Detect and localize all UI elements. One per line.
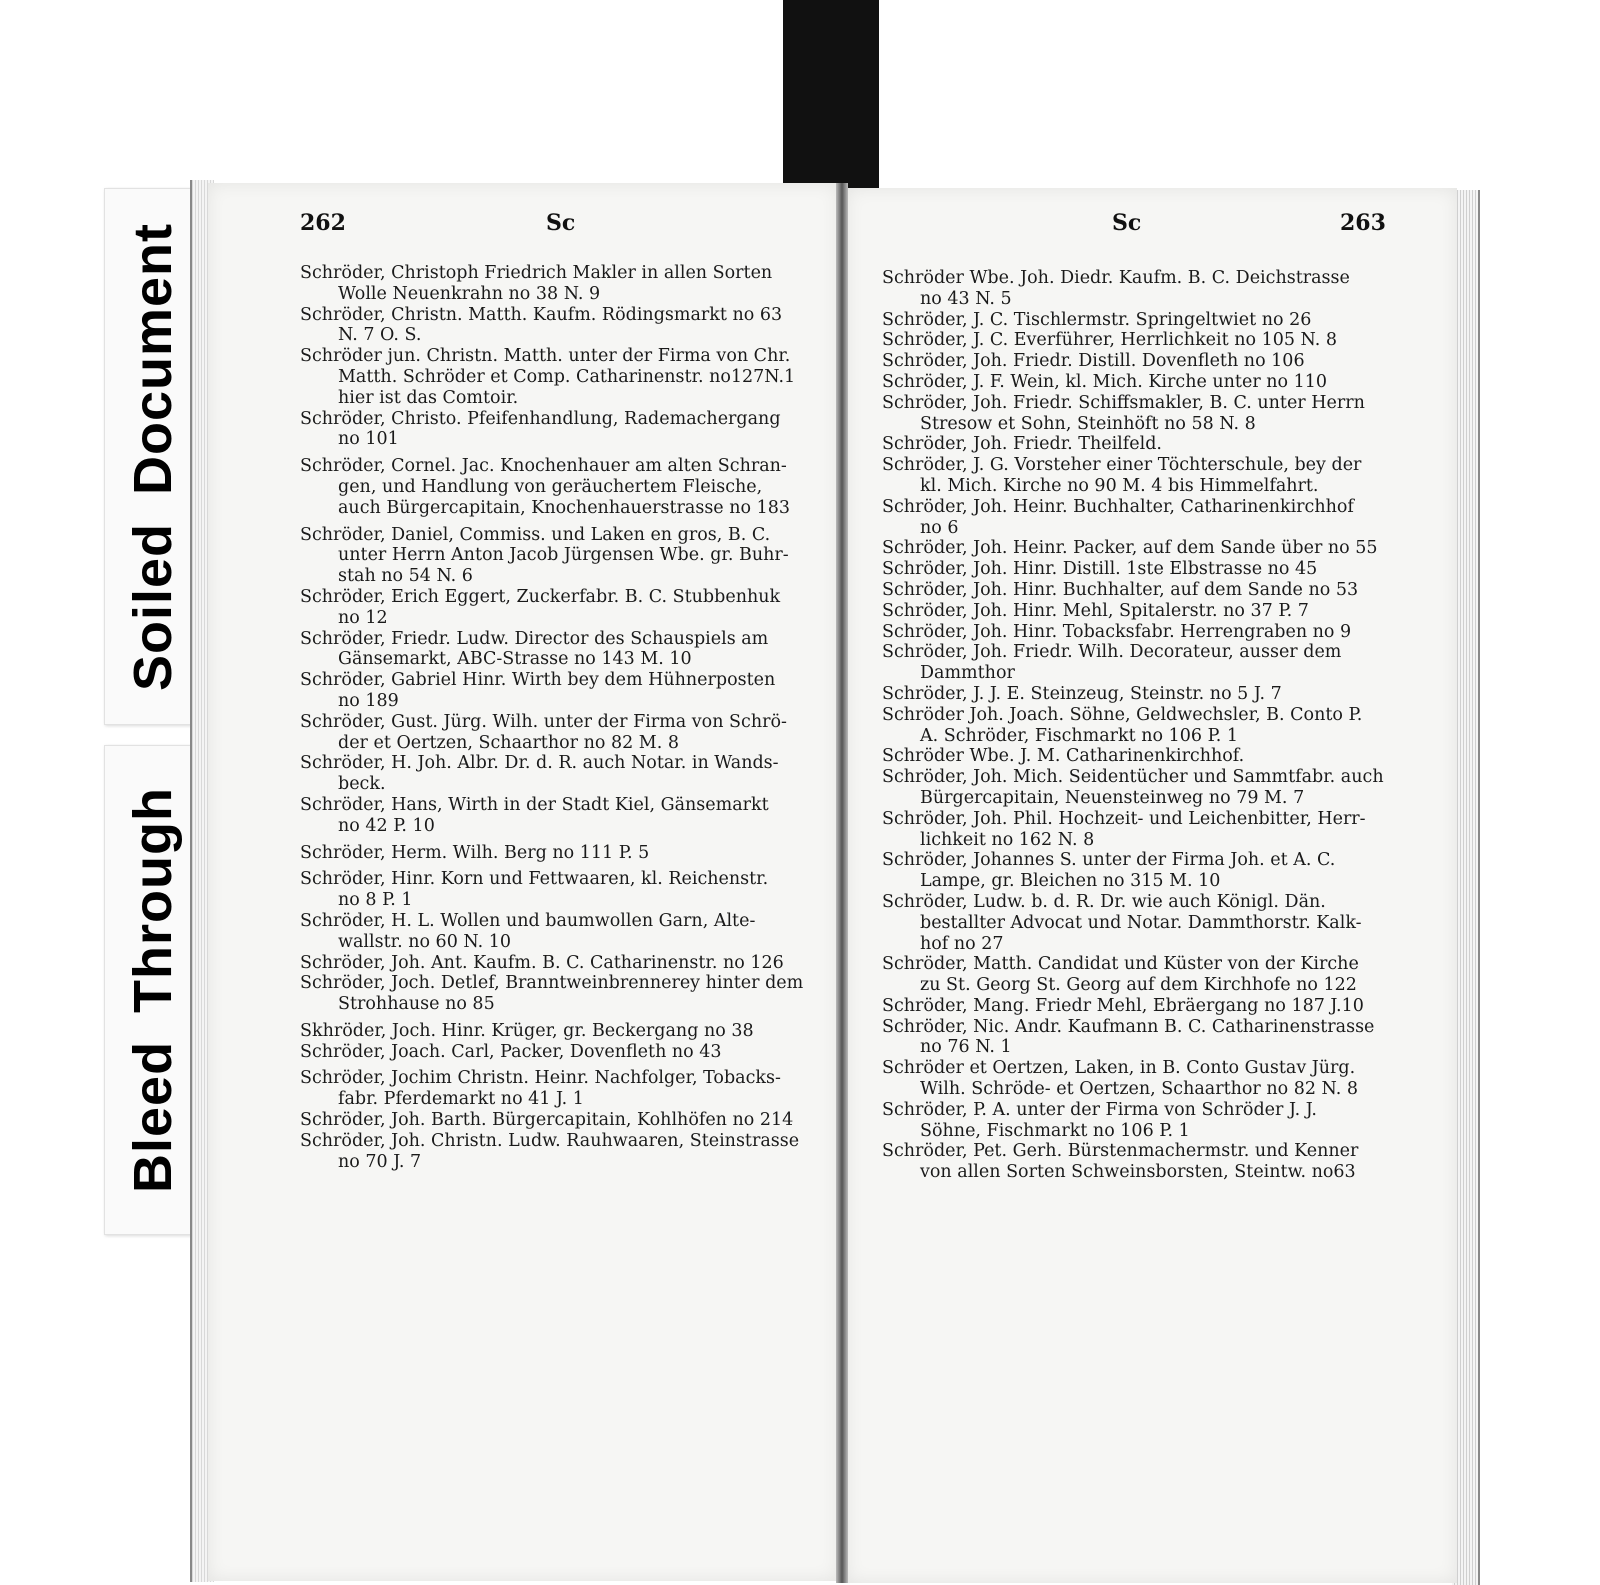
directory-entry [882,393,1382,435]
entry-line: Schröder, Hinr. Korn und Fettwaaren, kl. Reichenstr. [300,869,769,890]
directory-entry [300,712,808,754]
directory-entry [882,497,1382,539]
entry-continuation-line: Söhne, Fischmarkt no 106 P. 1 [920,1120,1190,1141]
entry-continuation-line: Bürgercapitain, Neuensteinweg no 79 M. 7 [920,787,1305,808]
entry-continuation-line: no 101 [338,429,399,450]
soiled-word: Soiled [123,522,183,691]
top-black-strip [783,0,879,190]
directory-entry [300,753,808,795]
entry-continuation-line: Dammthor [920,663,1015,684]
directory-entry [882,954,1382,996]
entry-line: Schröder, Friedr. Ludw. Director des Schauspiels am [300,628,769,649]
directory-entry [300,263,808,305]
entry-continuation-line: unter Herrn Anton Jacob Jürgensen Wbe. gr. Buhr- [338,545,789,566]
entry-continuation-line: Lampe, gr. Bleichen no 315 M. 10 [920,871,1221,892]
entry-line: Schröder, Joh. Friedr. Theilfeld. [882,434,1162,455]
entry-continuation-line: fabr. Pferdemarkt no 41 J. 1 [338,1089,584,1110]
entry-continuation-line: no 189 [338,690,399,711]
directory-entry [882,310,1382,331]
left-entry-list [300,263,808,1172]
left-page-number: 262 [300,210,346,236]
entry-continuation-line: Strohhause no 85 [338,994,495,1015]
directory-entry [882,1058,1382,1100]
entry-line: Schröder Joh. Joach. Söhne, Geldwechsler, B. Conto P. [882,704,1363,725]
entry-continuation-line: wallstr. no 60 N. 10 [338,931,511,952]
entry-continuation-line: beck. [338,774,386,795]
book-gutter [836,183,848,1583]
entry-line: Schröder, Jochim Christn. Heinr. Nachfolger, Tobacks- [300,1068,781,1089]
directory-entry [882,996,1382,1017]
directory-entry [882,372,1382,393]
entry-continuation-line: bestallter Advocat und Notar. Dammthorstr. Kalk- [920,912,1362,933]
right-page-number: 263 [1340,210,1386,236]
entry-line: Schröder, Nic. Andr. Kaufmann B. C. Catharinenstrasse [882,1016,1375,1037]
entry-line: Schröder, H. Joh. Albr. Dr. d. R. auch Notar. in Wands- [300,753,779,774]
entry-line: Schröder, Matth. Candidat und Küster von der Kirche [882,954,1359,975]
entry-line: Schröder, Christo. Pfeifenhandlung, Rademachergang [300,408,781,429]
directory-entry [882,1017,1382,1059]
directory-entry [300,1131,808,1173]
entry-line: Schröder, Mang. Friedr Mehl, Ebräergang no 187 J.10 [882,995,1364,1016]
soiled-document-label [104,188,202,725]
directory-entry [300,843,808,864]
entry-line: Skhröder, Joch. Hinr. Krüger, gr. Beckergang no 38 [300,1020,754,1041]
entry-line: Schröder, Joh. Phil. Hochzeit- und Leichenbitter, Herr- [882,808,1366,829]
entry-continuation-line: Wilh. Schröde- et Oertzen, Schaarthor no 82 N. 8 [920,1079,1359,1100]
directory-entry [882,705,1382,747]
entry-line: Schröder, Joach. Carl, Packer, Dovenfleth no 43 [300,1041,722,1062]
entry-line: Schröder, Joh. Heinr. Packer, auf dem Sande über no 55 [882,538,1378,559]
directory-entry [300,953,808,974]
entry-line: Schröder, Joh. Hinr. Tobacksfabr. Herrengraben no 9 [882,621,1352,642]
entry-continuation-line: no 8 P. 1 [338,890,413,911]
entry-line: Schröder, J. J. E. Steinzeug, Steinstr. no 5 J. 7 [882,683,1282,704]
directory-entry [300,795,808,837]
entry-line: Schröder, Joh. Ant. Kaufm. B. C. Catharinenstr. no 126 [300,952,784,973]
entry-line: Schröder, Johannes S. unter der Firma Joh. et A. C. [882,850,1336,871]
directory-entry [882,622,1382,643]
right-section-heading: Sc [1112,210,1142,236]
entry-continuation-line: A. Schröder, Fischmarkt no 106 P. 1 [920,725,1239,746]
entry-line: Schröder, Joh. Hinr. Mehl, Spitalerstr. no 37 P. 7 [882,600,1309,621]
directory-entry [882,434,1382,455]
entry-continuation-line: auch Bürgercapitain, Knochenhauerstrasse no 183 [338,497,790,518]
entry-line: Schröder, Erich Eggert, Zuckerfabr. B. C. Stubbenhuk [300,586,781,607]
entry-continuation-line: N. 7 O. S. [338,325,422,346]
left-section-heading: Sc [546,210,576,236]
entry-line: Schröder, P. A. unter der Firma von Schröder J. J. [882,1099,1317,1120]
entry-line: Schröder, Joh. Mich. Seidentücher und Sammtfabr. auch [882,767,1384,788]
directory-entry [300,973,808,1015]
entry-line: Schröder, J. F. Wein, kl. Mich. Kirche unter no 110 [882,371,1328,392]
directory-entry [882,268,1382,310]
directory-entry [300,629,808,671]
entry-line: Schröder, Daniel, Commiss. und Laken en gros, B. C. [300,524,771,545]
directory-entry [300,869,808,911]
directory-entry [882,809,1382,851]
directory-entry [300,1042,808,1063]
directory-entry [882,455,1382,497]
entry-continuation-line: no 42 P. 10 [338,815,435,836]
entry-line: Schröder, H. L. Wollen und baumwollen Garn, Alte- [300,910,756,931]
entry-continuation-line: no 76 N. 1 [920,1037,1012,1058]
entry-continuation-line: kl. Mich. Kirche no 90 M. 4 bis Himmelfahrt. [920,475,1319,496]
directory-entry [300,911,808,953]
entry-continuation-line: Gänsemarkt, ABC-Strasse no 143 M. 10 [338,649,692,670]
entry-line: Schröder, Joh. Friedr. Schiffsmakler, B. C. unter Herrn [882,392,1365,413]
directory-entry [882,1100,1382,1142]
entry-continuation-line: lichkeit no 162 N. 8 [920,829,1095,850]
entry-line: Schröder, Hans, Wirth in der Stadt Kiel, Gänsemarkt [300,794,769,815]
directory-entry [882,538,1382,559]
entry-continuation-line: Stresow et Sohn, Steinhöft no 58 N. 8 [920,413,1256,434]
directory-entry [300,1068,808,1110]
entry-continuation-line: hier ist das Comtoir. [338,387,519,408]
directory-entry [882,767,1382,809]
entry-continuation-line: von allen Sorten Schweinsborsten, Steintw. no63 [920,1162,1356,1183]
directory-entry [300,587,808,629]
entry-line: Schröder, J. C. Everführer, Herrlichkeit no 105 N. 8 [882,330,1338,351]
entry-line: Schröder, J. C. Tischlermstr. Springeltwiet no 26 [882,309,1312,330]
entry-line: Schröder, Ludw. b. d. R. Dr. wie auch Königl. Dän. [882,891,1326,912]
entry-line: Schröder, Christn. Matth. Kaufm. Rödingsmarkt no 63 [300,304,783,325]
entry-line: Schröder et Oertzen, Laken, in B. Conto Gustav Jürg. [882,1058,1356,1079]
directory-entry [300,1110,808,1131]
through-word: Through [123,787,183,1013]
bleed-word: Bleed [123,1040,183,1193]
entry-continuation-line: hof no 27 [920,933,1004,954]
entry-line: Schröder, Joh. Hinr. Buchhalter, auf dem Sande no 53 [882,579,1359,600]
directory-entry [882,684,1382,705]
entry-line: Schröder Wbe. Joh. Diedr. Kaufm. B. C. Deichstrasse [882,268,1350,288]
directory-entry [882,580,1382,601]
entry-continuation-line: Wolle Neuenkrahn no 38 N. 9 [338,283,601,304]
entry-line: Schröder, Pet. Gerh. Bürstenmachermstr. und Kenner [882,1141,1359,1162]
entry-line: Schröder, Cornel. Jac. Knochenhauer am alten Schran- [300,456,787,477]
entry-line: Schröder, J. G. Vorsteher einer Töchterschule, bey der [882,455,1362,476]
entry-line: Schröder, Gabriel Hinr. Wirth bey dem Hühnerposten [300,670,776,691]
directory-entry [882,330,1382,351]
entry-continuation-line: no 12 [338,607,388,628]
directory-entry [300,409,808,451]
entry-continuation-line: stah no 54 N. 6 [338,566,473,587]
directory-entry [882,892,1382,954]
entry-line: Schröder, Joh. Heinr. Buchhalter, Catharinenkirchhof [882,496,1354,517]
entry-line: Schröder, Joh. Hinr. Distill. 1ste Elbstrasse no 45 [882,559,1318,580]
directory-entry [300,346,808,408]
entry-line: Schröder, Joh. Barth. Bürgercapitain, Kohlhöfen no 214 [300,1110,794,1131]
entry-continuation-line: zu St. Georg St. Georg auf dem Kirchhofe no 122 [920,975,1357,996]
entry-continuation-line: gen, und Handlung von geräuchertem Fleische, [338,476,763,497]
directory-entry [882,351,1382,372]
document-word: Document [123,222,183,495]
entry-continuation-line: no 43 N. 5 [920,288,1012,309]
entry-continuation-line: der et Oertzen, Schaarthor no 82 M. 8 [338,732,679,753]
bleed-through-label [104,745,202,1235]
entry-line: Schröder, Joh. Christn. Ludw. Rauhwaaren, Steinstrasse [300,1130,800,1151]
entry-continuation-line: no 6 [920,517,959,538]
entry-line: Schröder, Joch. Detlef, Branntweinbrennerey hinter dem [300,973,804,994]
directory-entry [882,559,1382,580]
directory-entry [300,305,808,347]
directory-entry [882,642,1382,684]
entry-line: Schröder jun. Christn. Matth. unter der Firma von Chr. [300,346,791,367]
directory-entry [300,1021,808,1042]
directory-entry [882,850,1382,892]
entry-line: Schröder, Christoph Friedrich Makler in allen Sorten [300,263,773,283]
entry-continuation-line: Matth. Schröder et Comp. Catharinenstr. no127N.1 [338,366,796,387]
directory-entry [300,456,808,518]
entry-line: Schröder, Joh. Friedr. Wilh. Decorateur, ausser dem [882,642,1342,663]
directory-entry [300,525,808,587]
entry-line: Schröder, Joh. Friedr. Distill. Dovenfleth no 106 [882,351,1305,372]
directory-entry [882,746,1382,767]
directory-entry [882,601,1382,622]
directory-entry [882,1141,1382,1183]
directory-entry [300,670,808,712]
entry-line: Schröder Wbe. J. M. Catharinenkirchhof. [882,746,1245,767]
entry-line: Schröder, Herm. Wilh. Berg no 111 P. 5 [300,842,650,863]
entry-continuation-line: no 70 J. 7 [338,1151,422,1172]
entry-line: Schröder, Gust. Jürg. Wilh. unter der Firma von Schrö- [300,711,787,732]
right-entry-list [882,268,1382,1183]
